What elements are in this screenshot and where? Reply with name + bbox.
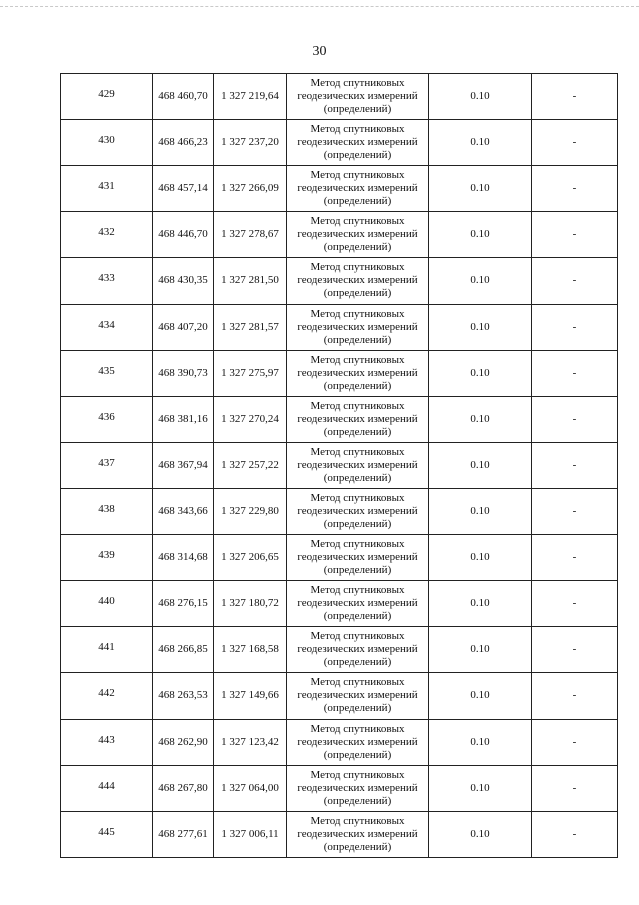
method-line: геодезических измерений [297,597,418,610]
accuracy-cell: 0.10 [429,258,532,304]
accuracy-cell: 0.10 [429,581,532,627]
method-line: геодезических измерений [297,643,418,656]
y-coordinate-cell: 1 327 180,72 [214,581,287,627]
note-cell: - [532,627,618,673]
point-number-cell: 436 [61,396,153,442]
note-cell: - [532,535,618,581]
note-cell: - [532,350,618,396]
y-coordinate-cell: 1 327 206,65 [214,535,287,581]
x-coordinate-cell: 468 466,23 [153,120,214,166]
method-line: (определений) [323,103,392,116]
table-row [61,166,618,212]
method-cell [287,535,429,581]
y-coordinate-cell: 1 327 270,24 [214,396,287,442]
method-line: (определений) [323,379,392,392]
x-coordinate-cell: 468 314,68 [153,535,214,581]
y-coordinate-cell: 1 327 006,11 [214,811,287,857]
method-cell [287,811,429,857]
accuracy-cell: 0.10 [429,627,532,673]
accuracy-cell: 0.10 [429,304,532,350]
method-line: (определений) [323,656,392,669]
note-cell: - [532,74,618,120]
method-cell [287,396,429,442]
method-line: Метод спутниковых [310,722,405,735]
method-line: Метод спутниковых [310,814,405,827]
method-cell [287,442,429,488]
point-number-cell: 441 [61,627,153,673]
method-cell [287,350,429,396]
method-cell [287,488,429,534]
method-line: геодезических измерений [297,551,418,564]
method-line: Метод спутниковых [310,676,405,689]
accuracy-cell: 0.10 [429,166,532,212]
accuracy-cell: 0.10 [429,396,532,442]
point-number-cell: 442 [61,673,153,719]
method-line: геодезических измерений [297,366,418,379]
method-line: геодезических измерений [297,320,418,333]
method-line: (определений) [323,425,392,438]
y-coordinate-cell: 1 327 229,80 [214,488,287,534]
table-row [61,765,618,811]
y-coordinate-cell: 1 327 219,64 [214,74,287,120]
note-cell: - [532,396,618,442]
x-coordinate-cell: 468 276,15 [153,581,214,627]
method-line: Метод спутниковых [310,445,405,458]
y-coordinate-cell: 1 327 064,00 [214,765,287,811]
accuracy-cell: 0.10 [429,811,532,857]
y-coordinate-cell: 1 327 123,42 [214,719,287,765]
x-coordinate-cell: 468 262,90 [153,719,214,765]
x-coordinate-cell: 468 267,80 [153,765,214,811]
y-coordinate-cell: 1 327 237,20 [214,120,287,166]
method-line: Метод спутниковых [310,123,405,136]
note-cell: - [532,811,618,857]
note-cell: - [532,258,618,304]
method-line: геодезических измерений [297,689,418,702]
accuracy-cell: 0.10 [429,442,532,488]
note-cell: - [532,442,618,488]
accuracy-cell: 0.10 [429,673,532,719]
x-coordinate-cell: 468 446,70 [153,212,214,258]
y-coordinate-cell: 1 327 278,67 [214,212,287,258]
table-row [61,442,618,488]
accuracy-cell: 0.10 [429,74,532,120]
method-line: геодезических измерений [297,90,418,103]
table-row [61,350,618,396]
method-line: (определений) [323,287,392,300]
table-row [61,581,618,627]
method-line: Метод спутниковых [310,353,405,366]
method-line: Метод спутниковых [310,307,405,320]
x-coordinate-cell: 468 277,61 [153,811,214,857]
point-number-cell: 444 [61,765,153,811]
point-number-cell: 445 [61,811,153,857]
table-row [61,627,618,673]
accuracy-cell: 0.10 [429,212,532,258]
method-line: (определений) [323,471,392,484]
method-line: Метод спутниковых [310,492,405,505]
point-number-cell: 433 [61,258,153,304]
method-line: геодезических измерений [297,827,418,840]
note-cell: - [532,581,618,627]
method-line: (определений) [323,564,392,577]
point-number-cell: 432 [61,212,153,258]
note-cell: - [532,166,618,212]
table-row [61,535,618,581]
method-line: Метод спутниковых [310,399,405,412]
y-coordinate-cell: 1 327 275,97 [214,350,287,396]
x-coordinate-cell: 468 430,35 [153,258,214,304]
method-line: геодезических измерений [297,182,418,195]
accuracy-cell: 0.10 [429,488,532,534]
accuracy-cell: 0.10 [429,765,532,811]
accuracy-cell: 0.10 [429,719,532,765]
table-row [61,396,618,442]
table-row [61,719,618,765]
scan-top-rule [0,6,639,7]
x-coordinate-cell: 468 457,14 [153,166,214,212]
table-row [61,120,618,166]
table-row [61,258,618,304]
method-cell [287,581,429,627]
method-cell [287,673,429,719]
page-number: 30 [312,44,327,59]
method-line: геодезических измерений [297,781,418,794]
coordinates-table-body [61,74,618,858]
method-cell [287,719,429,765]
point-number-cell: 439 [61,535,153,581]
method-line: (определений) [323,748,392,761]
accuracy-cell: 0.10 [429,535,532,581]
method-line: геодезических измерений [297,228,418,241]
method-line: геодезических измерений [297,136,418,149]
point-number-cell: 434 [61,304,153,350]
x-coordinate-cell: 468 460,70 [153,74,214,120]
y-coordinate-cell: 1 327 266,09 [214,166,287,212]
x-coordinate-cell: 468 390,73 [153,350,214,396]
method-line: (определений) [323,610,392,623]
accuracy-cell: 0.10 [429,120,532,166]
table-row [61,811,618,857]
method-line: Метод спутниковых [310,169,405,182]
note-cell: - [532,120,618,166]
method-line: Метод спутниковых [310,538,405,551]
method-cell [287,74,429,120]
y-coordinate-cell: 1 327 281,50 [214,258,287,304]
method-cell [287,258,429,304]
method-line: Метод спутниковых [310,768,405,781]
method-line: (определений) [323,840,392,853]
note-cell: - [532,212,618,258]
table-row [61,74,618,120]
method-line: (определений) [323,149,392,162]
method-line: (определений) [323,702,392,715]
y-coordinate-cell: 1 327 149,66 [214,673,287,719]
method-line: Метод спутниковых [310,630,405,643]
point-number-cell: 440 [61,581,153,627]
method-cell [287,166,429,212]
method-line: (определений) [323,794,392,807]
coordinates-table [60,73,618,858]
method-line: (определений) [323,195,392,208]
method-cell [287,765,429,811]
x-coordinate-cell: 468 343,66 [153,488,214,534]
method-line: геодезических измерений [297,735,418,748]
point-number-cell: 431 [61,166,153,212]
method-cell [287,627,429,673]
y-coordinate-cell: 1 327 168,58 [214,627,287,673]
method-cell [287,120,429,166]
method-line: Метод спутниковых [310,584,405,597]
x-coordinate-cell: 468 381,16 [153,396,214,442]
note-cell: - [532,304,618,350]
method-line: Метод спутниковых [310,77,405,90]
method-cell [287,212,429,258]
note-cell: - [532,765,618,811]
x-coordinate-cell: 468 266,85 [153,627,214,673]
method-line: Метод спутниковых [310,215,405,228]
point-number-cell: 438 [61,488,153,534]
method-line: геодезических измерений [297,274,418,287]
table-row [61,488,618,534]
table-row [61,304,618,350]
note-cell: - [532,488,618,534]
note-cell: - [532,719,618,765]
point-number-cell: 437 [61,442,153,488]
y-coordinate-cell: 1 327 257,22 [214,442,287,488]
note-cell: - [532,673,618,719]
x-coordinate-cell: 468 263,53 [153,673,214,719]
y-coordinate-cell: 1 327 281,57 [214,304,287,350]
method-line: геодезических измерений [297,505,418,518]
method-line: (определений) [323,333,392,346]
accuracy-cell: 0.10 [429,350,532,396]
method-cell [287,304,429,350]
table-row [61,673,618,719]
point-number-cell: 435 [61,350,153,396]
x-coordinate-cell: 468 367,94 [153,442,214,488]
method-line: Метод спутниковых [310,261,405,274]
method-line: (определений) [323,241,392,254]
x-coordinate-cell: 468 407,20 [153,304,214,350]
point-number-cell: 430 [61,120,153,166]
point-number-cell: 443 [61,719,153,765]
method-line: геодезических измерений [297,458,418,471]
point-number-cell: 429 [61,74,153,120]
method-line: (определений) [323,518,392,531]
table-row [61,212,618,258]
method-line: геодезических измерений [297,412,418,425]
